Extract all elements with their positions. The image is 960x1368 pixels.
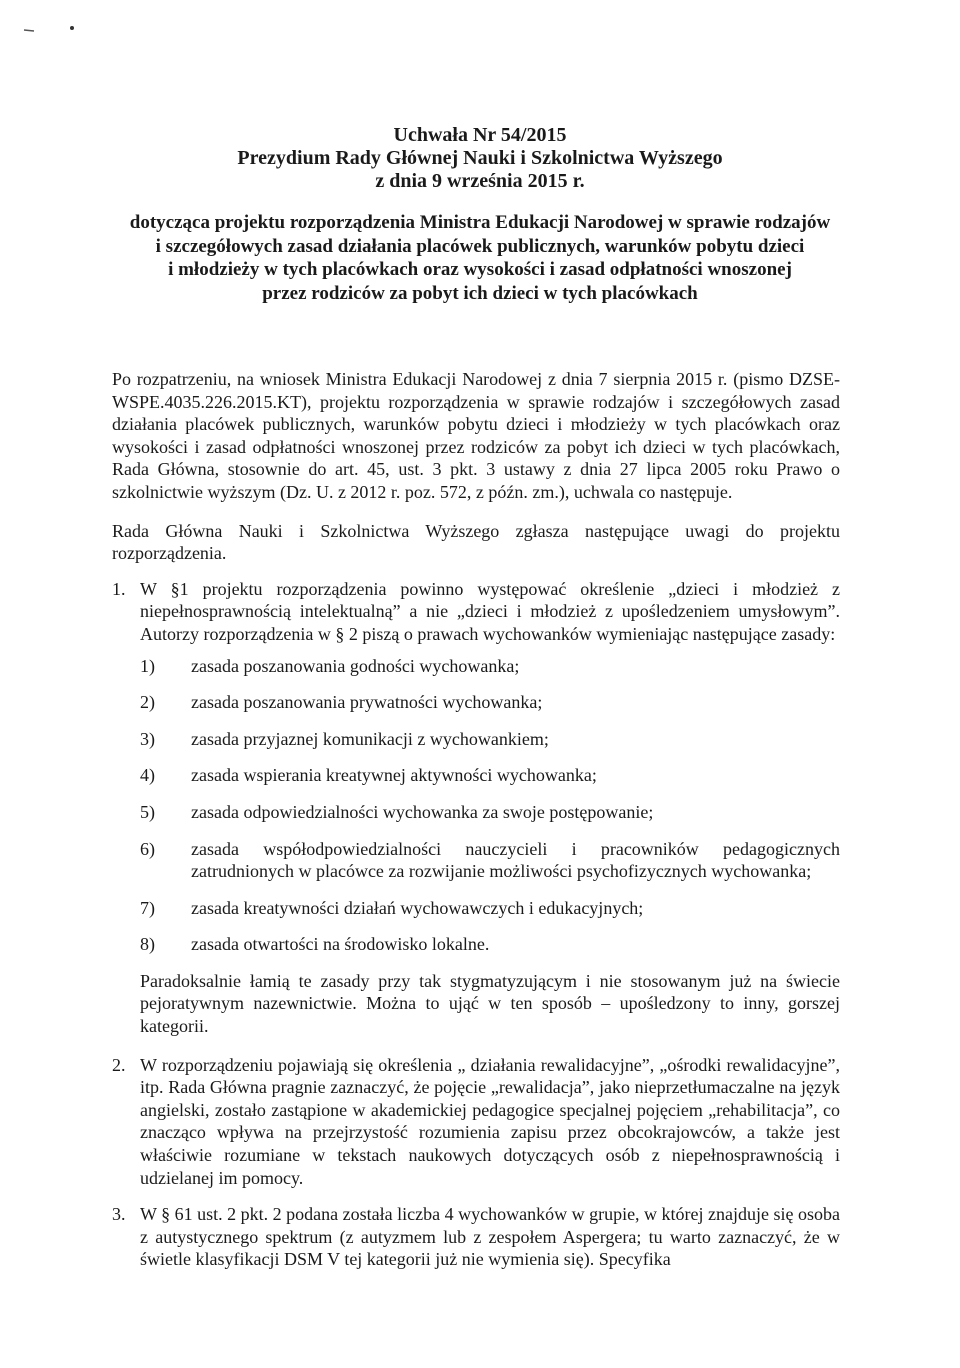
point-2-number: 2. (112, 1054, 126, 1075)
principles-list (140, 655, 840, 956)
list-item: 5) zasada odpowiedzialności wychowanka za swoje postępowanie; (140, 801, 654, 822)
subject-line-2: i szczegółowych zasad działania placówek publicznych, warunków pobytu dzieci (155, 235, 805, 257)
subject-line-3: i młodzieży w tych placówkach oraz wysokości i zasad odpłatności wnoszonej (168, 259, 792, 280)
resolution-date: z dnia 9 września 2015 r. (375, 170, 585, 192)
list-item: 2) zasada poszanowania prywatności wychowanka; (140, 692, 543, 713)
list-item: 8) zasada otwartości na środowisko lokalne. (140, 934, 490, 955)
point-3-text: W § 61 ust. 2 pkt. 2 podana została liczba 4 wychowanków w grupie, w której znajduje się osoba z autystycznego spektrum (z autyzmem lub z zespołem Aspergera; tu warto zaznaczyć, że w świetle klasyfikacji DSM V tej kategorii już nie wymienia się). Specyfika (140, 1204, 840, 1270)
issuing-body: Prezydium Rady Głównej Nauki i Szkolnictwa Wyższego (237, 147, 723, 169)
point-1 (112, 578, 840, 1054)
resolution-number: Uchwała Nr 54/2015 (393, 124, 567, 146)
point-2-text: W rozporządzeniu pojawiają się określenia „ działania rewalidacyjne”, „ośrodki rewalidacyjne”, itp. Rada Główna pragnie zaznaczyć, że pojęcie „rewalidacja”, jako nieprzetłumaczalne na język angielski, zostało zastąpione w akademickiej pedagogice specjalnej pojęciem „rehabilitacja”, co znacząco wpływa na przejrzystość rozumienia zapisu przez obcokrajowców, a także jest właściwie rozumiane w tekstach naukowych dotyczących osób z niepełnosprawnością i udzielanej im pomocy. (140, 1054, 840, 1188)
point-1-text: W §1 projektu rozporządzenia powinno występować określenie „dzieci i młodzież z niepełnosprawnością intelektualną” a nie „dzieci i młodzież z upośledzeniem umysłowym”. Autorzy rozporządzenia w § 2 piszą o prawach wychowanków wymieniając następujące zasady: (140, 578, 840, 644)
remarks-paragraph: Rada Główna Nauki i Szkolnictwa Wyższego zgłasza następujące uwagi do projektu rozporządzenia. (112, 520, 840, 564)
point-1-number: 1. (112, 578, 126, 599)
list-item: 4) zasada wspierania kreatywnej aktywności wychowanka; (140, 765, 597, 786)
list-item: 6) zasada współodpowiedzialności nauczycieli i pracowników pedagogicznych zatrudnionych w placówce za rozwijanie możliwości psychofizycznych wychowanka; (140, 838, 840, 882)
intro-paragraph: Po rozpatrzeniu, na wniosek Ministra Edukacji Narodowej z dnia 7 sierpnia 2015 r. (pismo DZSE-WSPE.4035.226.2015.KT), projektu rozporządzenia w sprawie rodzajów i szczegółowych zasad działania placówek publicznych, warunków pobytu dzieci i młodzieży w tych placówkach oraz wysokości i zasad odpłatności wnoszonej przez rodziców za pobyt ich dzieci w tych placówkach, Rada Główna, stosownie do art. 45, ust. 3 pkt. 3 ustawy z dnia 27 lipca 2005 roku Prawo o szkolnictwie wyższym (Dz. U. z 2012 r. poz. 572, z późn. zm.), uchwala co następuje. (112, 369, 840, 502)
point-3 (112, 1203, 840, 1271)
subject-line-1: dotycząca projektu rozporządzenia Ministra Edukacji Narodowej w sprawie rodzajów (129, 212, 831, 233)
resolution-header (0, 124, 960, 193)
document-body (112, 368, 840, 1271)
point-1-conclusion: Paradoksalnie łamią te zasady przy tak stygmatyzującym i nie stosowanym już na świecie pejoratywnym nazewnictwie. Można to ująć w ten sposób – upośledzony to inny, gorszej kategorii. (140, 970, 840, 1037)
point-3-number: 3. (112, 1204, 126, 1225)
subject-line-4: przez rodziców za pobyt ich dzieci w tych placówkach (262, 282, 698, 304)
list-item: 3) zasada przyjaznej komunikacji z wychowankiem; (140, 728, 549, 749)
scan-speck-icon (20, 22, 80, 36)
resolution-subject (0, 211, 960, 305)
point-2 (112, 1054, 840, 1190)
list-item: 7) zasada kreatywności działań wychowawczych i edukacyjnych; (140, 897, 644, 918)
list-item: 1) zasada poszanowania godności wychowanka; (140, 655, 520, 676)
